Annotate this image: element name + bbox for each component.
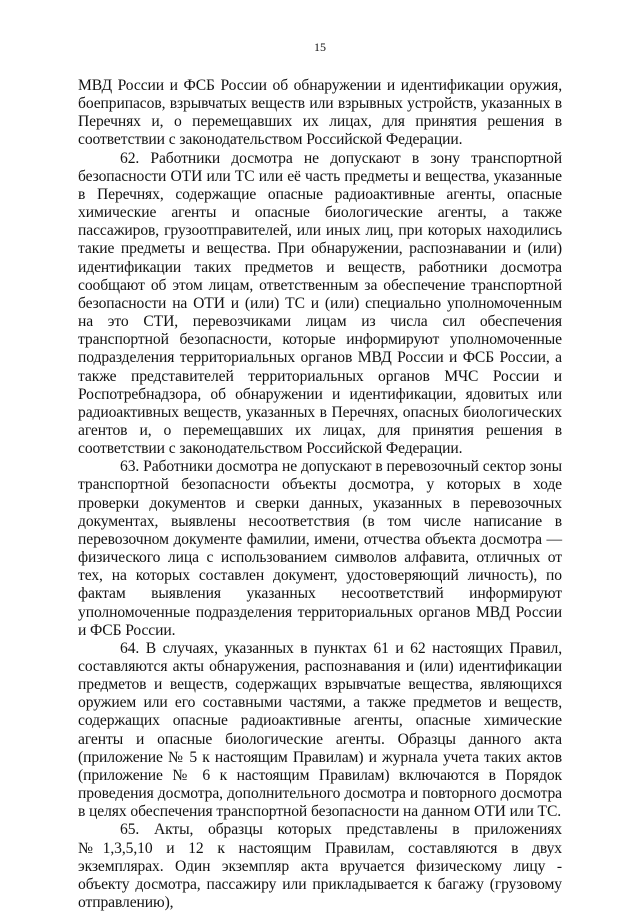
paragraph-65: 65. Акты, образцы которых представлены в приложениях №1,3,5,10 и 12 к настоящим Правилам, составляются в двух экземплярах. Один экземпляр акта вручается физическому лицу - объекту досмотра, пассажиру или прикладывается к багажу (грузовому отправлению), [78, 821, 562, 912]
paragraph-continuation: МВД России и ФСБ России об обнаружении и идентификации оружия, боеприпасов, взрывчатых веществ или взрывных устройств, указанных в Перечнях и, о перемещавших их лицах, для принятия решения в соответствии с законодательством Российской Федерации. [78, 77, 562, 149]
paragraph-64: 64. В случаях, указанных в пунктах 61 и 62 настоящих Правил, составляются акты обнаружения, распознавания и (или) идентификации предметов и веществ, содержащих взрывчатые вещества, являющихся оружием или его составными частями, а также предметов и веществ, содержащих опасные радиоактивные агенты, опасные химические агенты и опасные биологические агенты. Образцы данного акта (приложение № 5 к настоящим Правилам) и журнала учета таких актов (приложение № 6 к настоящим Правилам) включаются в Порядок проведения досмотра, дополнительного досмотра и повторного досмотра в целях обеспечения транспортной безопасности на данном ОТИ или ТС. [78, 639, 562, 821]
document-body [78, 77, 562, 912]
page-number: 15 [314, 40, 326, 54]
paragraph-63: 63. Работники досмотра не допускают в перевозочный сектор зоны транспортной безопасности объекты досмотра, у которых в ходе проверки документов и сверки данных, указанных в перевозочных документах, выявлены несоответствия (в том числе написание в перевозочном документе фамилии, имени, отчества объекта досмотра — физического лица с использованием символов алфавита, отличных от тех, на которых составлен документ, удостоверяющий личность), по фактам выявления указанных несоответствий информируют уполномоченные подразделения территориальных органов МВД России и ФСБ России. [78, 458, 562, 639]
paragraph-62: 62. Работники досмотра не допускают в зону транспортной безопасности ОТИ или ТС или её часть предметы и вещества, указанные в Перечнях, содержащие опасные радиоактивные агенты, опасные химические агенты и опасные биологические агенты, а также пассажиров, грузоотправителей, или иных лиц, при которых находились такие предметы и вещества. При обнаружении, распознавании и (или) идентификации таких предметов и веществ, работники досмотра сообщают об этом лицам, ответственным за обеспечение транспортной безопасности на ОТИ и (или) ТС и (или) специально уполномоченным на это СТИ, перевозчиками лицам из числа сил обеспечения транспортной безопасности, которые информируют уполномоченные подразделения территориальных органов МВД России и ФСБ России, а также представителей территориальных органов МЧС России и Роспотребнадзора, об обнаружении и идентификации, ядовитых или радиоактивных веществ, указанных в Перечнях, опасных биологических агентов и, о перемещавших их лицах, для принятия решения в соответствии с законодательством Российской Федерации. [78, 149, 562, 458]
